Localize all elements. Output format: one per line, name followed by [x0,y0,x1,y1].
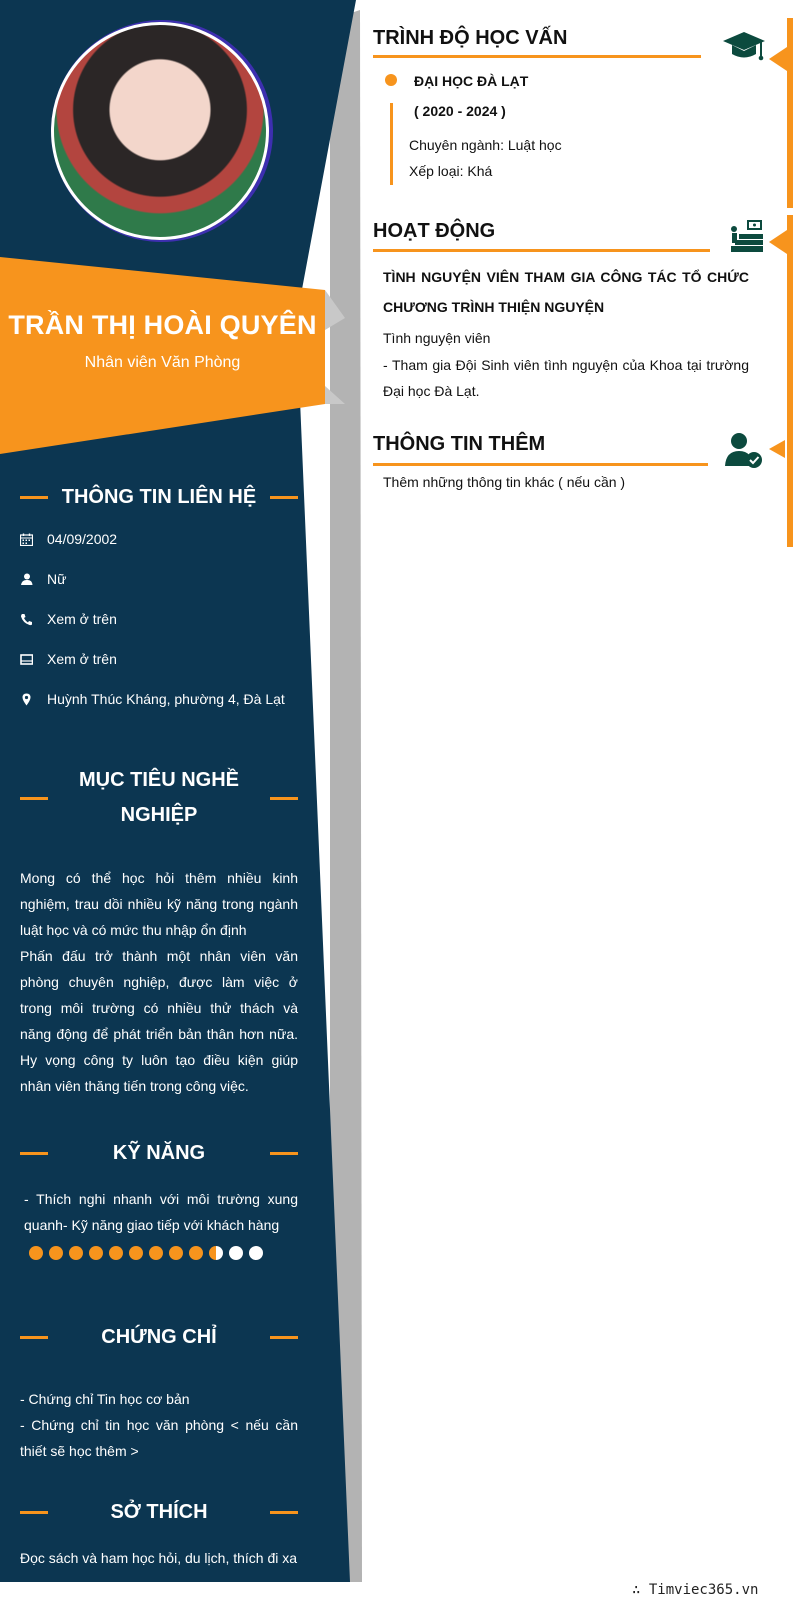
skill-dot [109,1246,123,1260]
contact-address [20,691,285,707]
education-bullet [385,74,397,86]
gender-value: Nữ [47,571,67,587]
accent-triangle [769,230,787,254]
user-check-icon [724,432,764,475]
education-heading: TRÌNH ĐỘ HỌC VẤN [373,27,568,49]
objective-heading-line2: NGHIỆP [120,804,198,826]
education-major: Chuyên ngành: Luật học [409,137,562,153]
activity-title: TÌNH NGUYỆN VIÊN THAM GIA CÔNG TÁC TỔ CHỨC CHƯƠNG TRÌNH THIỆN NGUYỆN [383,269,749,315]
user-icon [20,573,47,586]
email-value: Xem ở trên [47,651,117,667]
skill-dot [189,1246,203,1260]
footer-brand: ∴ Timviec365.vn [632,1582,759,1598]
activities-rule [373,249,710,252]
skill-dot [49,1246,63,1260]
skills-heading-text: KỸ NĂNG [112,1142,206,1164]
accent-triangle [769,440,785,458]
contact-phone [20,611,117,627]
heading-dash [20,1152,48,1155]
contact-email [20,651,117,667]
activities-heading: HOẠT ĐỘNG [373,220,496,242]
heading-dash [270,1511,298,1514]
right-accent-bar [787,215,793,547]
heading-dash [20,797,48,800]
podium-icon [727,218,765,261]
email-icon [20,653,47,666]
heading-dash [20,1336,48,1339]
skill-dot [169,1246,183,1260]
skill-dot [249,1246,263,1260]
contact-heading [20,480,298,515]
certificates-text: - Chứng chỉ Tin học cơ bản - Chứng chỉ tin học văn phòng < nếu cần thiết sẽ học thêm > [20,1391,298,1459]
heading-dash [20,1511,48,1514]
education-timeline [390,103,393,185]
education-years: ( 2020 - 2024 ) [414,103,506,119]
right-accent-bar [787,18,793,208]
hobbies-text: Đọc sách và ham học hỏi, du lịch, thích đi xa [20,1550,298,1566]
contact-gender [20,571,66,587]
skill-dot [29,1246,43,1260]
education-school: ĐẠI HỌC ĐÀ LẠT [414,73,529,89]
heading-dash [270,797,298,800]
skills-heading [20,1136,298,1171]
candidate-name: TRẦN THỊ HOÀI QUYÊN [8,310,317,340]
address-value: Huỳnh Thúc Kháng, phường 4, Đà Lạt [47,691,285,707]
skill-dot [89,1246,103,1260]
accent-triangle [769,47,787,71]
education-rule [373,55,701,58]
activity-description: - Tham gia Đội Sinh viên tình nguyện của Khoa tại trường Đại học Đà Lạt. [383,357,749,399]
phone-icon [20,613,47,626]
skill-dot [209,1246,223,1260]
skills-text: - Thích nghi nhanh với môi trường xung quanh- Kỹ năng giao tiếp với khách hàng [24,1191,298,1233]
certificates-heading [20,1320,298,1355]
skill-dot [129,1246,143,1260]
objective-heading-text [48,763,270,833]
objective-heading [20,763,298,833]
profile-photo [51,22,269,240]
objective-text: Mong có thể học hỏi thêm nhiều kinh nghiệm, trau dồi nhiều kỹ năng trong ngành luật học và có mức thu nhập ổn định Phấn đấu trở thành một nhân viên văn phòng chuyên nghiệp, được làm việc ở trong môi trường có nhiều thử thách và năng động để phát triển bản thân hơn nữa. Hy vọng công ty luôn tạo điều kiện giúp nhân viên thăng tiến trong công việc. [20,870,298,1094]
heading-dash [270,1152,298,1155]
skill-dot [229,1246,243,1260]
candidate-title: Nhân viên Văn Phòng [84,354,241,371]
birthday-value: 04/09/2002 [47,531,118,547]
certificates-heading-text: CHỨNG CHỈ [101,1326,217,1348]
phone-value: Xem ở trên [47,611,117,627]
hobbies-heading [20,1495,298,1530]
calendar-icon [20,533,47,546]
additional-rule [373,463,708,466]
education-grade: Xếp loại: Khá [409,163,493,179]
additional-heading: THÔNG TIN THÊM [373,433,546,455]
heading-dash [270,1336,298,1339]
hobbies-heading-text: SỞ THÍCH [110,1501,208,1523]
contact-birthday [20,531,117,547]
objective-heading-line1: MỤC TIÊU NGHỀ [79,769,239,791]
heading-dash [270,496,298,499]
location-icon [20,693,47,706]
skill-rating [29,1246,263,1260]
additional-text: Thêm những thông tin khác ( nếu cần ) [383,474,626,490]
skill-dot [149,1246,163,1260]
contact-heading-text: THÔNG TIN LIÊN HỆ [61,486,257,508]
skill-dot [69,1246,83,1260]
activity-role: Tình nguyện viên [383,330,491,346]
graduation-cap-icon [722,30,766,69]
heading-dash [20,496,48,499]
